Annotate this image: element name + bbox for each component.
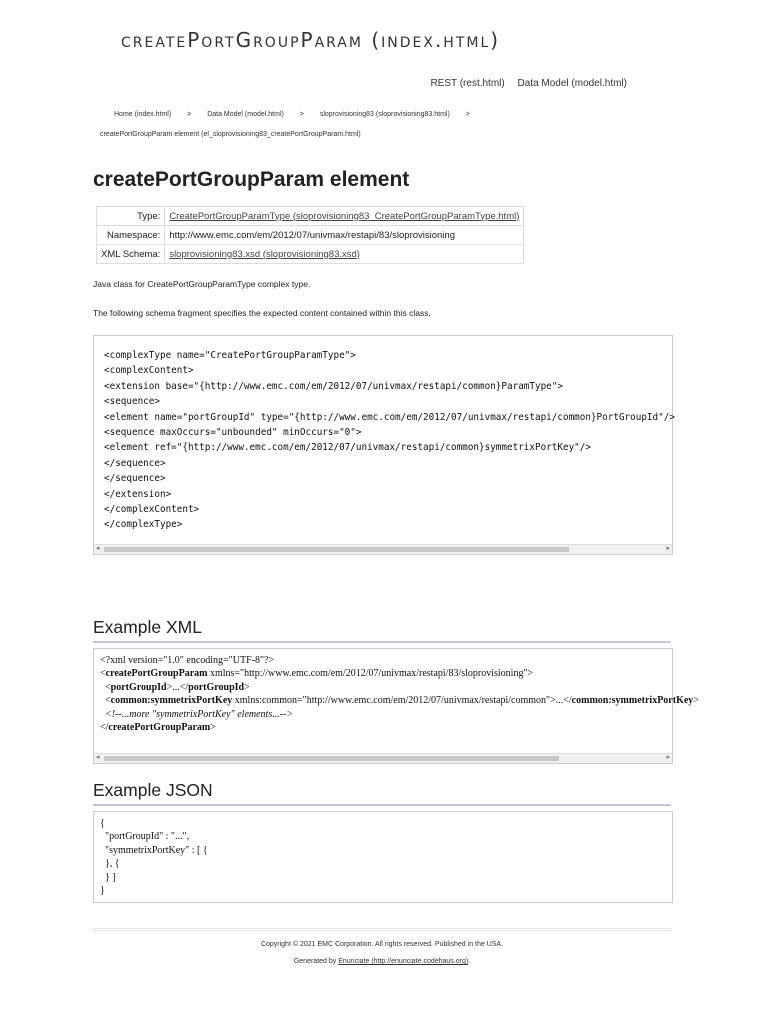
scroll-left-icon[interactable]: ◂ [96,754,100,761]
breadcrumb-package[interactable]: sloprovisioning83 (sloprovisioning83.html) [319,111,450,118]
top-nav [420,78,627,89]
breadcrumb-separator: > [465,111,470,118]
nav-link-rest[interactable]: REST (rest.html) [430,78,505,89]
example-xml-code: <?xml version="1.0" encoding="UTF-8"?> <createPortGroupParam xmlns="http://www.emc.com/em/2012/07/univmax/restapi/83/sloprovisioning"> <portGroupId>...</portGroupId> <common:symmetrixPortKey xmlns:common="http://www.emc.com/em/2012/07/univmax/restapi/common">...</common:symmetrixPortKey> <!--...more "symmetrixPortKey" elements...--> </createPortGroupParam> [100,655,699,734]
element-info-table [96,206,524,264]
footer-generated: Generated by Enunciate (http://enunciate.codehaus.org). [293,958,471,965]
example-json-heading: Example JSON [93,780,671,806]
breadcrumb-current[interactable]: createPortGroupParam element (el_sloprovisioning83_createPortGroupParam.html) [100,131,361,138]
horizontal-scrollbar[interactable] [94,544,672,554]
enunciate-link[interactable]: Enunciate (http://enunciate.codehaus.org) [338,958,469,965]
schema-intro: The following schema fragment specifies the expected content contained within this class. [93,308,431,318]
example-xml-heading: Example XML [93,617,671,643]
footer-copyright: Copyright © 2021 EMC Corporation. All rights reserved. Published in the USA. [260,941,504,948]
breadcrumb-separator: > [187,111,192,118]
table-row [97,226,524,245]
horizontal-scrollbar[interactable] [94,753,672,763]
type-label: Type: [97,207,165,226]
footer-divider [93,928,671,931]
schema-code: <complexType name="CreatePortGroupParamType"> <complexContent> <extension base="{http://www.emc.com/em/2012/07/univmax/restapi/common}ParamType"> <sequence> <element name="portGroupId" type="{http://www.emc.com/em/2012/07/univmax/restapi/common}PortGroupId"/> <sequence maxOccurs="unbounded" minOccurs="0"> <element ref="{http://www.emc.com/em/2012/07/univmax/restapi/common}symmetrixPortKey"/> </sequence> </sequence> </extension> </complexContent> </complexType> [104,350,675,531]
site-title[interactable]: createPortGroupParam (index.html) [121,28,501,52]
scroll-left-icon[interactable]: ◂ [96,545,100,552]
scroll-right-icon[interactable]: ▸ [666,545,670,552]
breadcrumb-home[interactable]: Home (index.html) [114,111,172,118]
example-json-block[interactable] [93,811,673,903]
breadcrumb-separator: > [299,111,304,118]
scroll-right-icon[interactable]: ▸ [666,754,670,761]
table-row [97,245,524,264]
type-value-cell [165,207,524,226]
table-row [97,207,524,226]
schema-label: XML Schema: [97,245,165,264]
namespace-value: http://www.emc.com/em/2012/07/univmax/restapi/83/sloprovisioning [165,226,524,245]
namespace-label: Namespace: [97,226,165,245]
type-link[interactable]: CreatePortGroupParamType (sloprovisioning83_CreatePortGroupParamType.html) [169,210,520,222]
schema-code-block[interactable] [93,335,673,555]
schema-value-cell [165,245,524,264]
schema-link[interactable]: sloprovisioning83.xsd (sloprovisioning83.xsd) [169,248,360,260]
scrollbar-thumb[interactable] [104,547,569,552]
nav-link-data-model[interactable]: Data Model (model.html) [517,78,627,89]
breadcrumb [114,111,484,118]
class-description: Java class for CreatePortGroupParamType complex type. [93,279,311,289]
breadcrumb-data-model[interactable]: Data Model (model.html) [207,111,284,118]
example-json-code: { "portGroupId" : "...", "symmetrixPortKey" : [ { }, { } ] } [100,818,208,897]
page-title: createPortGroupParam element [93,168,410,191]
example-xml-block[interactable] [93,648,699,764]
scrollbar-thumb[interactable] [104,756,559,761]
